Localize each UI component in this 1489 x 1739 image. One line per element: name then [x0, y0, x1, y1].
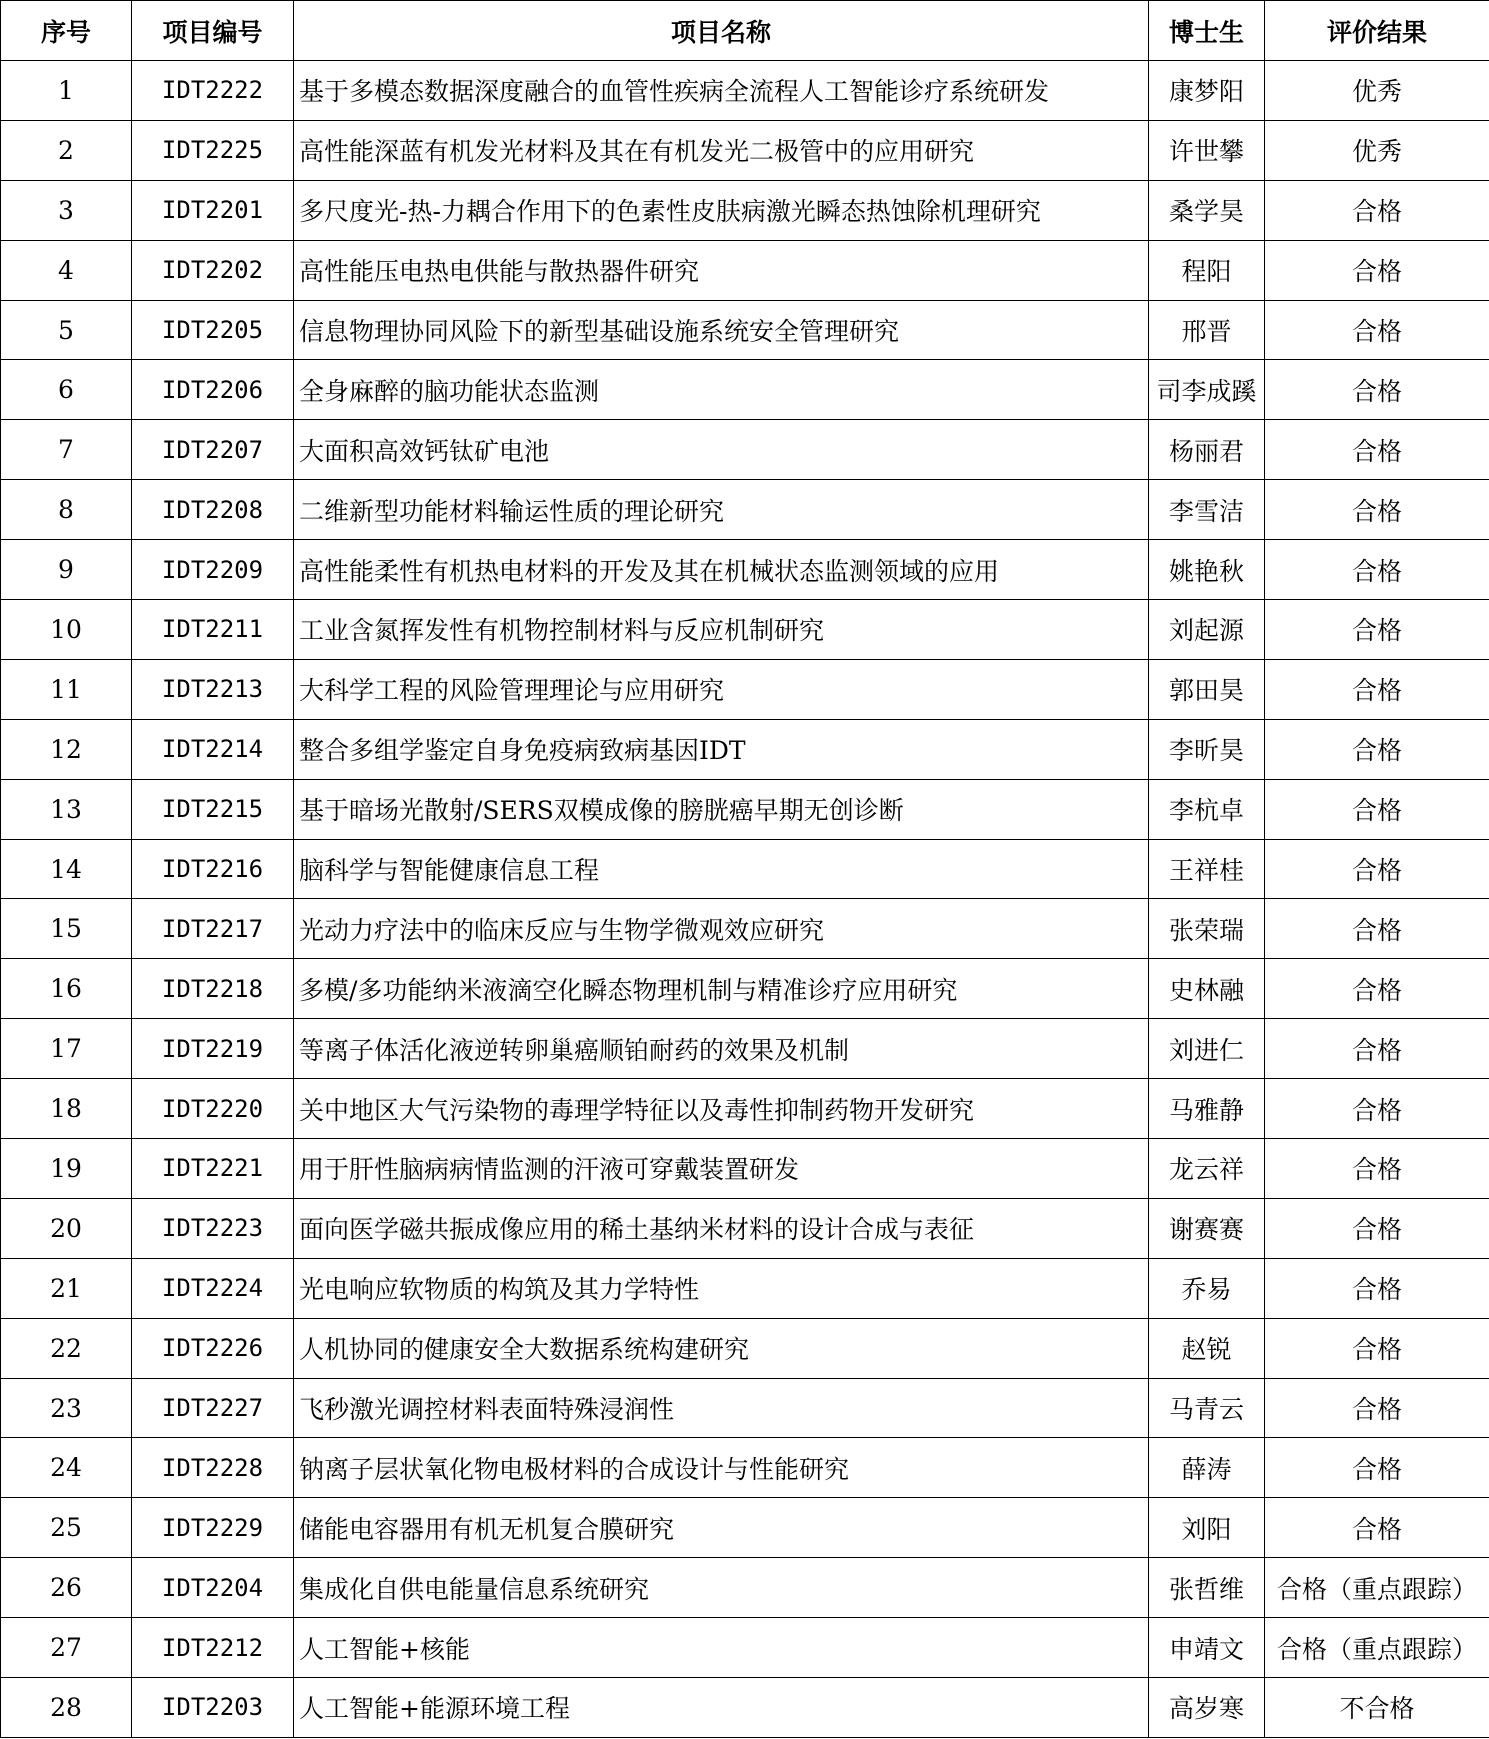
cell-project-code: IDT2219	[132, 1019, 294, 1079]
cell-seq: 22	[1, 1318, 132, 1378]
cell-project-code: IDT2224	[132, 1258, 294, 1318]
table-row	[1, 360, 1489, 420]
cell-phd-student: 康梦阳	[1149, 61, 1265, 121]
table-row	[1, 1258, 1489, 1318]
cell-project-name: 多模/多功能纳米液滴空化瞬态物理机制与精准诊疗应用研究	[294, 959, 1149, 1019]
cell-project-name: 人机协同的健康安全大数据系统构建研究	[294, 1318, 1149, 1378]
cell-evaluation-result: 合格（重点跟踪）	[1265, 1558, 1489, 1618]
cell-project-name: 面向医学磁共振成像应用的稀土基纳米材料的设计合成与表征	[294, 1198, 1149, 1258]
cell-project-code: IDT2215	[132, 779, 294, 839]
cell-evaluation-result: 合格	[1265, 540, 1489, 600]
cell-evaluation-result: 合格（重点跟踪）	[1265, 1618, 1489, 1678]
cell-phd-student: 程阳	[1149, 240, 1265, 300]
cell-project-code: IDT2207	[132, 420, 294, 480]
table-row	[1, 1318, 1489, 1378]
cell-phd-student: 李昕昊	[1149, 719, 1265, 779]
cell-phd-student: 姚艳秋	[1149, 540, 1265, 600]
cell-evaluation-result: 合格	[1265, 1139, 1489, 1199]
cell-seq: 26	[1, 1558, 132, 1618]
cell-phd-student: 申靖文	[1149, 1618, 1265, 1678]
cell-project-name: 整合多组学鉴定自身免疫病致病基因IDT	[294, 719, 1149, 779]
cell-evaluation-result: 合格	[1265, 659, 1489, 719]
cell-evaluation-result: 合格	[1265, 1378, 1489, 1438]
cell-project-name: 集成化自供电能量信息系统研究	[294, 1558, 1149, 1618]
cell-seq: 7	[1, 420, 132, 480]
cell-evaluation-result: 不合格	[1265, 1678, 1489, 1738]
cell-evaluation-result: 优秀	[1265, 61, 1489, 121]
cell-project-name: 全身麻醉的脑功能状态监测	[294, 360, 1149, 420]
cell-project-name: 基于暗场光散射/SERS双模成像的膀胱癌早期无创诊断	[294, 779, 1149, 839]
cell-project-code: IDT2221	[132, 1139, 294, 1199]
table-row	[1, 659, 1489, 719]
cell-evaluation-result: 合格	[1265, 240, 1489, 300]
cell-seq: 21	[1, 1258, 132, 1318]
cell-project-code: IDT2220	[132, 1079, 294, 1139]
cell-project-code: IDT2228	[132, 1438, 294, 1498]
header-evaluation-result: 评价结果	[1265, 1, 1489, 61]
table-row	[1, 1678, 1489, 1738]
cell-project-name: 多尺度光-热-力耦合作用下的色素性皮肤病激光瞬态热蚀除机理研究	[294, 180, 1149, 240]
cell-seq: 16	[1, 959, 132, 1019]
cell-evaluation-result: 合格	[1265, 1258, 1489, 1318]
cell-seq: 23	[1, 1378, 132, 1438]
cell-evaluation-result: 合格	[1265, 1498, 1489, 1558]
cell-project-name: 工业含氮挥发性有机物控制材料与反应机制研究	[294, 600, 1149, 660]
table-row	[1, 1139, 1489, 1199]
cell-project-code: IDT2222	[132, 61, 294, 121]
cell-project-code: IDT2202	[132, 240, 294, 300]
cell-project-name: 二维新型功能材料输运性质的理论研究	[294, 480, 1149, 540]
cell-phd-student: 史林融	[1149, 959, 1265, 1019]
cell-seq: 9	[1, 540, 132, 600]
cell-phd-student: 桑学昊	[1149, 180, 1265, 240]
cell-project-name: 人工智能+核能	[294, 1618, 1149, 1678]
cell-evaluation-result: 优秀	[1265, 120, 1489, 180]
cell-evaluation-result: 合格	[1265, 899, 1489, 959]
cell-seq: 2	[1, 120, 132, 180]
cell-phd-student: 刘起源	[1149, 600, 1265, 660]
table-row	[1, 540, 1489, 600]
cell-project-name: 储能电容器用有机无机复合膜研究	[294, 1498, 1149, 1558]
table-row	[1, 899, 1489, 959]
cell-project-name: 人工智能+能源环境工程	[294, 1678, 1149, 1738]
cell-seq: 18	[1, 1079, 132, 1139]
cell-project-code: IDT2223	[132, 1198, 294, 1258]
cell-phd-student: 赵锐	[1149, 1318, 1265, 1378]
cell-project-name: 高性能深蓝有机发光材料及其在有机发光二极管中的应用研究	[294, 120, 1149, 180]
cell-project-name: 光动力疗法中的临床反应与生物学微观效应研究	[294, 899, 1149, 959]
cell-evaluation-result: 合格	[1265, 1198, 1489, 1258]
cell-phd-student: 马雅静	[1149, 1079, 1265, 1139]
cell-seq: 8	[1, 480, 132, 540]
cell-seq: 11	[1, 659, 132, 719]
cell-evaluation-result: 合格	[1265, 1318, 1489, 1378]
cell-evaluation-result: 合格	[1265, 600, 1489, 660]
cell-project-name: 大科学工程的风险管理理论与应用研究	[294, 659, 1149, 719]
cell-project-code: IDT2229	[132, 1498, 294, 1558]
cell-phd-student: 郭田昊	[1149, 659, 1265, 719]
cell-phd-student: 王祥桂	[1149, 839, 1265, 899]
cell-seq: 19	[1, 1139, 132, 1199]
table-row	[1, 240, 1489, 300]
cell-evaluation-result: 合格	[1265, 839, 1489, 899]
cell-project-code: IDT2209	[132, 540, 294, 600]
cell-project-code: IDT2225	[132, 120, 294, 180]
cell-project-code: IDT2227	[132, 1378, 294, 1438]
cell-evaluation-result: 合格	[1265, 1019, 1489, 1079]
cell-project-name: 关中地区大气污染物的毒理学特征以及毒性抑制药物开发研究	[294, 1079, 1149, 1139]
cell-seq: 24	[1, 1438, 132, 1498]
header-phd-student: 博士生	[1149, 1, 1265, 61]
header-row	[1, 1, 1489, 61]
table-row	[1, 719, 1489, 779]
cell-project-code: IDT2211	[132, 600, 294, 660]
cell-phd-student: 薛涛	[1149, 1438, 1265, 1498]
cell-project-name: 钠离子层状氧化物电极材料的合成设计与性能研究	[294, 1438, 1149, 1498]
table-row	[1, 1378, 1489, 1438]
cell-project-code: IDT2203	[132, 1678, 294, 1738]
cell-project-name: 基于多模态数据深度融合的血管性疾病全流程人工智能诊疗系统研发	[294, 61, 1149, 121]
cell-project-name: 信息物理协同风险下的新型基础设施系统安全管理研究	[294, 300, 1149, 360]
cell-seq: 4	[1, 240, 132, 300]
cell-seq: 10	[1, 600, 132, 660]
cell-project-name: 脑科学与智能健康信息工程	[294, 839, 1149, 899]
cell-seq: 17	[1, 1019, 132, 1079]
cell-project-code: IDT2204	[132, 1558, 294, 1618]
table-row	[1, 300, 1489, 360]
cell-project-code: IDT2216	[132, 839, 294, 899]
cell-project-code: IDT2213	[132, 659, 294, 719]
cell-evaluation-result: 合格	[1265, 420, 1489, 480]
cell-project-code: IDT2206	[132, 360, 294, 420]
cell-project-name: 光电响应软物质的构筑及其力学特性	[294, 1258, 1149, 1318]
table-row	[1, 1558, 1489, 1618]
cell-phd-student: 谢赛赛	[1149, 1198, 1265, 1258]
table-body	[1, 61, 1489, 1738]
table-row	[1, 61, 1489, 121]
cell-evaluation-result: 合格	[1265, 1079, 1489, 1139]
header-project-code: 项目编号	[132, 1, 294, 61]
table-row	[1, 1498, 1489, 1558]
cell-phd-student: 刘阳	[1149, 1498, 1265, 1558]
cell-project-name: 大面积高效钙钛矿电池	[294, 420, 1149, 480]
table-row	[1, 959, 1489, 1019]
table-row	[1, 1079, 1489, 1139]
cell-seq: 28	[1, 1678, 132, 1738]
cell-phd-student: 高岁寒	[1149, 1678, 1265, 1738]
cell-evaluation-result: 合格	[1265, 1438, 1489, 1498]
cell-seq: 14	[1, 839, 132, 899]
cell-seq: 20	[1, 1198, 132, 1258]
cell-seq: 15	[1, 899, 132, 959]
cell-project-code: IDT2201	[132, 180, 294, 240]
cell-evaluation-result: 合格	[1265, 180, 1489, 240]
cell-seq: 3	[1, 180, 132, 240]
cell-phd-student: 乔易	[1149, 1258, 1265, 1318]
cell-phd-student: 杨丽君	[1149, 420, 1265, 480]
cell-seq: 12	[1, 719, 132, 779]
cell-evaluation-result: 合格	[1265, 719, 1489, 779]
cell-phd-student: 张哲维	[1149, 1558, 1265, 1618]
cell-evaluation-result: 合格	[1265, 300, 1489, 360]
cell-seq: 1	[1, 61, 132, 121]
header-seq: 序号	[1, 1, 132, 61]
cell-phd-student: 张荣瑞	[1149, 899, 1265, 959]
table-row	[1, 600, 1489, 660]
cell-seq: 6	[1, 360, 132, 420]
cell-project-name: 飞秒激光调控材料表面特殊浸润性	[294, 1378, 1149, 1438]
cell-evaluation-result: 合格	[1265, 779, 1489, 839]
cell-project-code: IDT2205	[132, 300, 294, 360]
cell-project-code: IDT2214	[132, 719, 294, 779]
cell-project-name: 高性能柔性有机热电材料的开发及其在机械状态监测领域的应用	[294, 540, 1149, 600]
cell-project-name: 等离子体活化液逆转卵巢癌顺铂耐药的效果及机制	[294, 1019, 1149, 1079]
table-row	[1, 1618, 1489, 1678]
cell-phd-student: 李雪洁	[1149, 480, 1265, 540]
cell-phd-student: 刘进仁	[1149, 1019, 1265, 1079]
cell-phd-student: 邢晋	[1149, 300, 1265, 360]
table-row	[1, 180, 1489, 240]
cell-project-code: IDT2218	[132, 959, 294, 1019]
cell-phd-student: 龙云祥	[1149, 1139, 1265, 1199]
table-row	[1, 120, 1489, 180]
table-row	[1, 779, 1489, 839]
cell-project-name: 高性能压电热电供能与散热器件研究	[294, 240, 1149, 300]
cell-evaluation-result: 合格	[1265, 959, 1489, 1019]
cell-project-code: IDT2208	[132, 480, 294, 540]
table-row	[1, 1019, 1489, 1079]
table-row	[1, 420, 1489, 480]
cell-phd-student: 马青云	[1149, 1378, 1265, 1438]
table-row	[1, 839, 1489, 899]
cell-phd-student: 李杭卓	[1149, 779, 1265, 839]
cell-phd-student: 许世攀	[1149, 120, 1265, 180]
cell-seq: 27	[1, 1618, 132, 1678]
cell-project-code: IDT2217	[132, 899, 294, 959]
cell-phd-student: 司李成蹊	[1149, 360, 1265, 420]
header-project-name: 项目名称	[294, 1, 1149, 61]
table-row	[1, 1198, 1489, 1258]
cell-project-name: 用于肝性脑病病情监测的汗液可穿戴装置研发	[294, 1139, 1149, 1199]
cell-seq: 5	[1, 300, 132, 360]
table-header	[1, 1, 1489, 61]
cell-seq: 25	[1, 1498, 132, 1558]
cell-project-code: IDT2212	[132, 1618, 294, 1678]
cell-project-code: IDT2226	[132, 1318, 294, 1378]
table-row	[1, 1438, 1489, 1498]
cell-seq: 13	[1, 779, 132, 839]
table-row	[1, 480, 1489, 540]
cell-evaluation-result: 合格	[1265, 360, 1489, 420]
cell-evaluation-result: 合格	[1265, 480, 1489, 540]
